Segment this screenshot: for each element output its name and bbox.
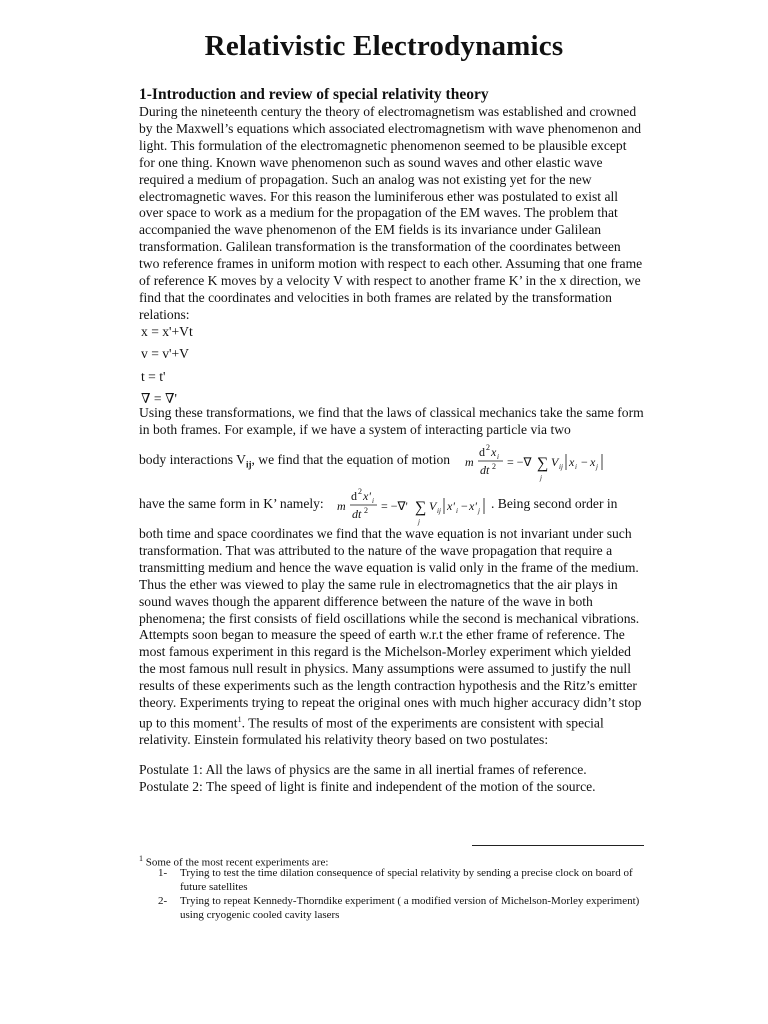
paragraph-intro: During the nineteenth century the theory of electromagnetism was established and crowned by the Maxwell’s equations which associated electromagnetism with wave phenomenon and light. This formulation of the electromagnetic phenomenon seemed to be plausible except for one thing. Known wave phenomenon such as sound waves and other elastic wave required a medium of propagation. Such an analog was not existing yet for the new electromagnetic waves. For this reason the luminiferous ether was postulated to exist all over space to work as a medium for the propagation of the EM waves. The problem that accompanied the wave phenomenon of the EM fields is its invariance under Galilean transformation. Galilean transformation is the transformation of the coordinates between two reference frames in uniform motion with respect to each other. Assuming that one frame of reference K moves by a velocity V with respect to another frame K’ in the x direction, we find that the coordinates and velocities in both frames are related by the transformation relations: xyxy=(139,104,643,322)
svg-text:j: j xyxy=(596,463,598,471)
footnote-item-text: Trying to test the time dilation consequence of special relativity by sending a precise clock on board of future satellites xyxy=(180,867,633,893)
footnote-mark: 1 xyxy=(139,854,143,863)
svg-text:2: 2 xyxy=(492,462,496,471)
svg-text:∑: ∑ xyxy=(415,499,427,516)
eom-line-text: body interactions V xyxy=(139,452,246,467)
paragraph-ether xyxy=(139,526,644,749)
svg-text:dt: dt xyxy=(480,463,490,477)
equation-nabla: ∇ = ∇' xyxy=(141,391,177,406)
svg-text:2: 2 xyxy=(358,487,362,496)
eom-line-sub: ij xyxy=(245,459,252,470)
equation-of-motion-formula xyxy=(465,440,625,484)
svg-text:dt: dt xyxy=(352,507,362,521)
svg-text:x': x' xyxy=(469,499,477,513)
footnote-reference: 1 xyxy=(237,714,242,724)
svg-text:d: d xyxy=(351,489,357,503)
svg-text:x': x' xyxy=(447,499,455,513)
kprime-equation-formula xyxy=(337,484,497,528)
svg-text:m: m xyxy=(337,499,346,513)
postulate-2: Postulate 2: The speed of light is finite and independent of the motion of the source. xyxy=(139,779,596,794)
svg-text:∑: ∑ xyxy=(537,455,549,472)
svg-text:d: d xyxy=(479,445,485,459)
svg-text:−: − xyxy=(581,455,588,469)
svg-text:= −∇: = −∇ xyxy=(507,455,532,469)
svg-text:2: 2 xyxy=(486,443,490,452)
svg-text:2: 2 xyxy=(364,506,368,515)
footnote-separator xyxy=(472,845,644,846)
footnote-item-number: 1- xyxy=(158,867,168,879)
svg-text:i: i xyxy=(497,453,499,461)
svg-text:ij: ij xyxy=(437,507,441,515)
svg-text:= −∇': = −∇' xyxy=(381,499,408,513)
eom-line-text2: , we find that the equation of motion xyxy=(251,452,451,467)
paragraph-ether-end: . The results of most of the experiments are consistent with special relativity. Einstein formulated his relativity theory based on two postulates: xyxy=(139,715,604,748)
svg-text:j: j xyxy=(418,518,420,526)
paragraph-mechanics: Using these transformations, we find that the laws of classical mechanics take the same form in both frames. For example, if we have a system of interacting particle via two xyxy=(139,405,644,437)
svg-text:ij: ij xyxy=(559,463,563,471)
equation-v: v = v'+V xyxy=(141,346,189,361)
svg-text:i: i xyxy=(456,507,458,515)
kprime-line-text: have the same form in K’ namely: xyxy=(139,496,324,511)
postulate-1: Postulate 1: All the laws of physics are the same in all inertial frames of reference. xyxy=(139,762,587,777)
svg-text:i: i xyxy=(575,463,577,471)
svg-text:V: V xyxy=(429,499,437,513)
svg-text:j: j xyxy=(540,474,542,482)
equation-t: t = t' xyxy=(141,369,166,384)
section-heading: 1-Introduction and review of special relativity theory xyxy=(139,86,489,103)
svg-text:V: V xyxy=(551,455,559,469)
page-title: Relativistic Electrodynamics xyxy=(204,30,564,62)
svg-text:x: x xyxy=(590,455,596,469)
footnote-intro-text: Some of the most recent experiments are: xyxy=(143,856,329,869)
svg-text:m: m xyxy=(465,455,474,469)
kprime-line-tail: . Being second order in xyxy=(491,496,618,511)
footnote-item-text: Trying to repeat Kennedy-Thorndike experiment ( a modified version of Michelson-Morley experiment) using cryogenic cooled cavity lasers xyxy=(180,895,640,921)
svg-text:−: − xyxy=(461,499,468,513)
equation-x: x = x'+Vt xyxy=(141,324,193,339)
svg-text:x': x' xyxy=(363,489,371,503)
svg-text:j: j xyxy=(478,507,480,515)
svg-text:x: x xyxy=(569,455,575,469)
paragraph-ether-main: both time and space coordinates we find that the wave equation is not invariant under such transformation. That was attributed to the nature of the wave propagation that require a transmitting medium and hence the wave equation is valid only in the frame of the medium. Thus the ether was viewed to play the same rule in electromagnetics that the air plays in sound waves though the apparent difference between the nature of the wave in both phenomena; the first consists of field oscillations while the second is mechanical vibrations. Attempts soon began to measure the speed of earth w.r.t the ether frame of reference. The most famous experiment in this regard is the Michelson-Morley experiment which yielded the most famous null result in physics. Many assumptions were assumed to justify the null results of these experiments such as the length contraction hypothesis and the Ritz’s emitter theory. Experiments trying to repeat the original ones with much higher accuracy didn’t stop up to this moment xyxy=(139,526,642,731)
svg-text:i: i xyxy=(372,497,374,505)
footnote-item-number: 2- xyxy=(158,895,168,907)
svg-text:x: x xyxy=(491,445,497,459)
